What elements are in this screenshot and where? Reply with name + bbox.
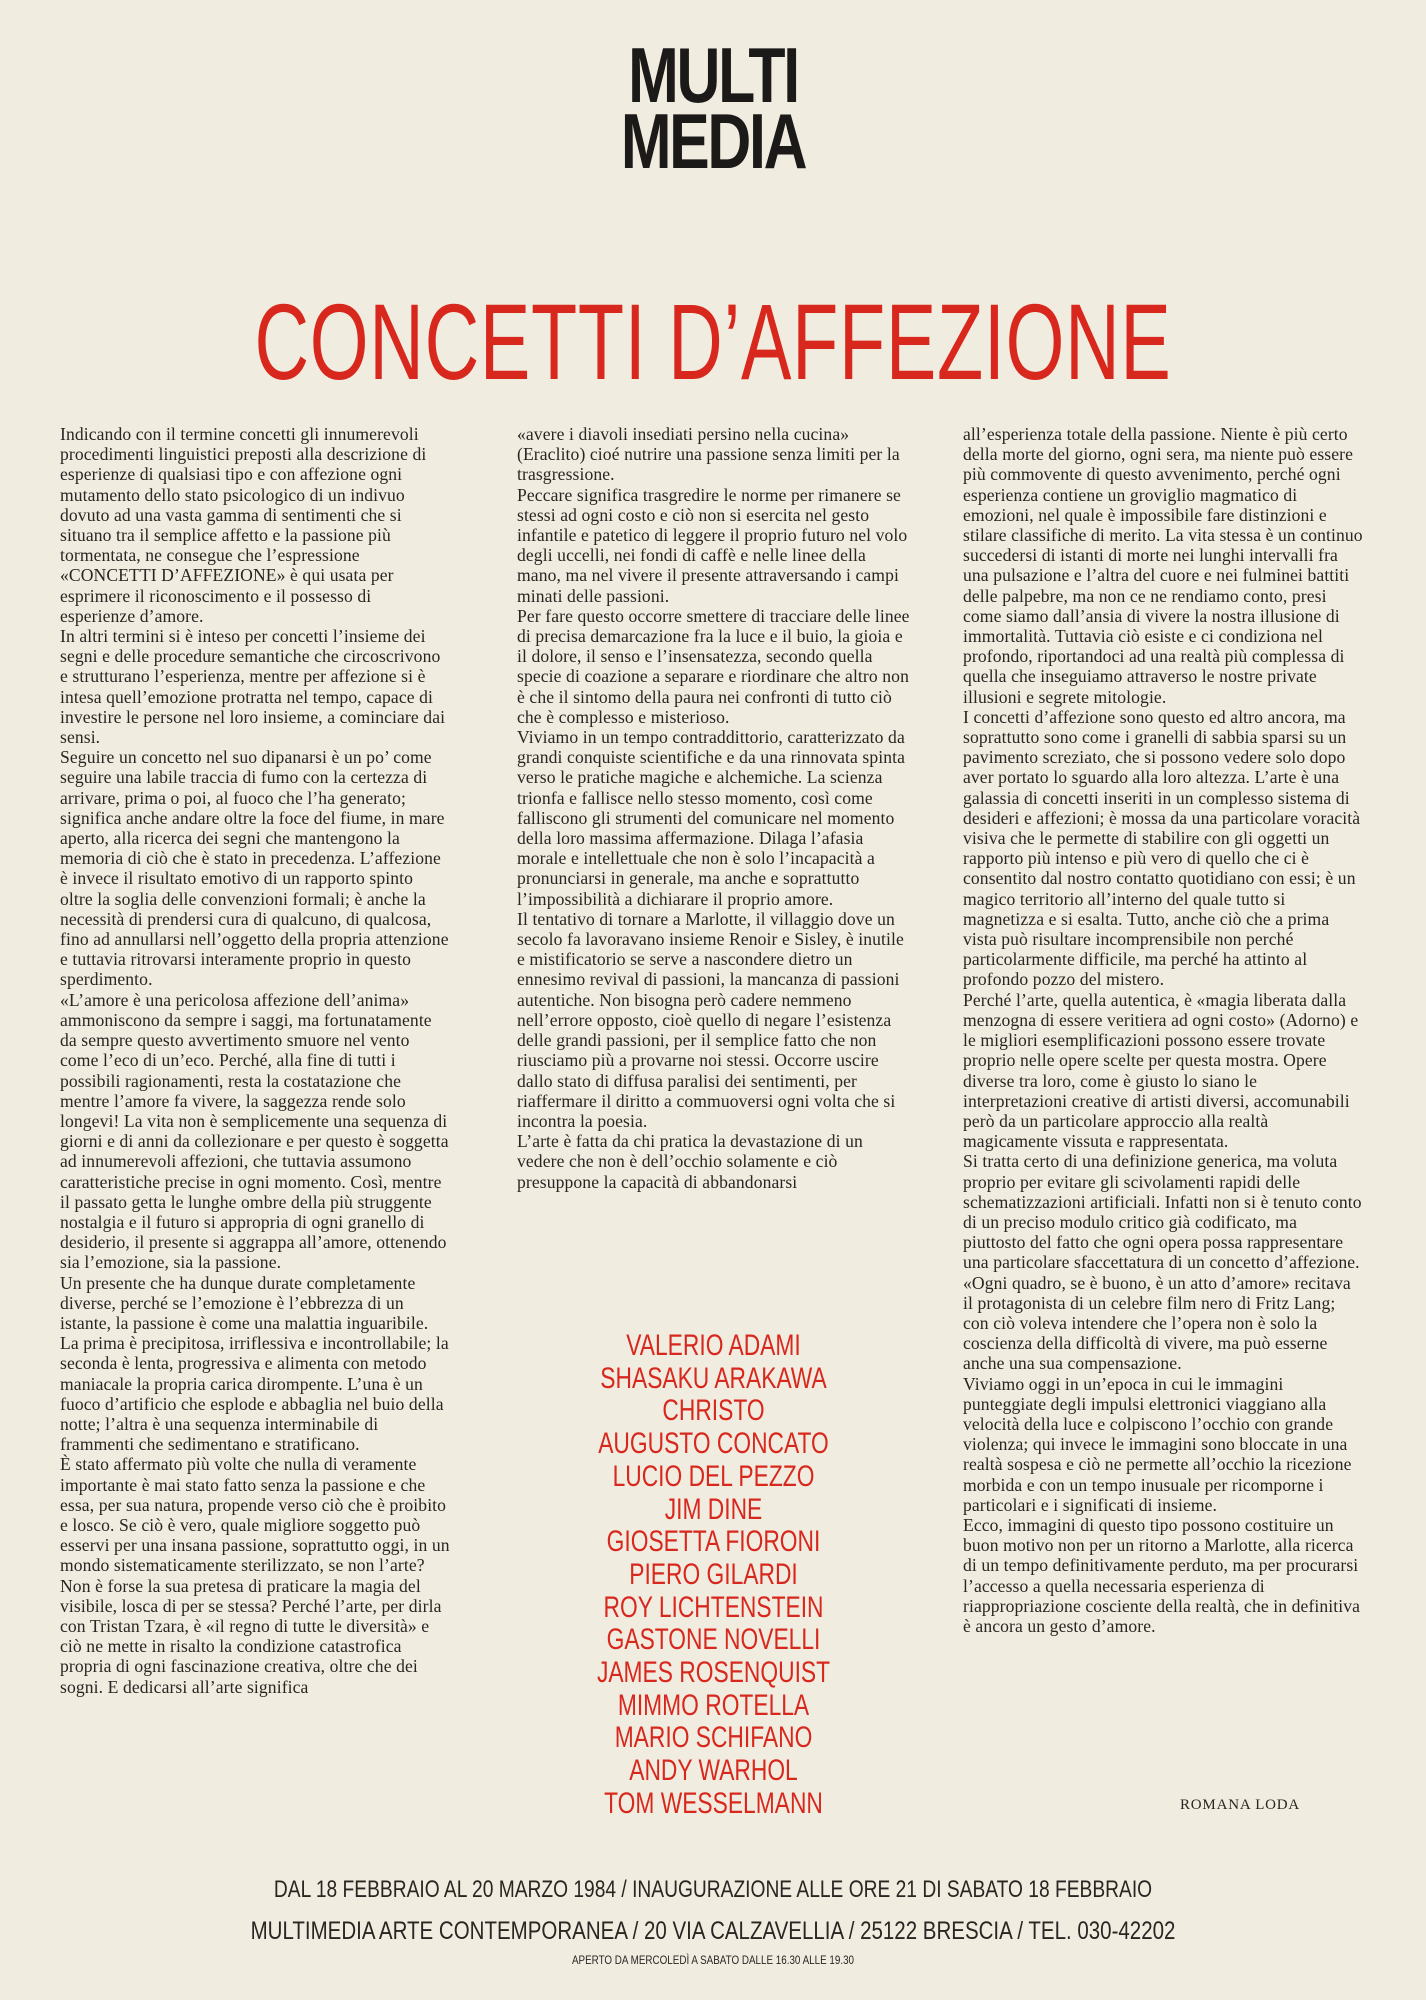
- artist-name: VALERIO ADAMI: [626, 1329, 801, 1362]
- artist-name: MARIO SCHIFANO: [614, 1721, 813, 1755]
- author-signature: ROMANA LODA: [1180, 1797, 1301, 1813]
- paragraph: I concetti d’affezione sono questo ed altro ancora, ma soprattutto sono come i granelli di sabbia sparsi su un pavimento screziato, che si possono vedere solo dopo aver portato lo sguardo alla loro altezza. L’arte è una galassia di concetti inseriti in un complesso sistema di desideri e affezioni; è mossa da una particolare voracità visiva che le permette di stabilire con gli oggetti un rapporto più intenso e più vero di quello che ci è consentito dal nostro contatto quotidiano con essi; è un magico territorio all’interno del quale tutto si magnetizza e si esalta. Tutto, anche ciò che a prima vista può risultare incomprensibile non perché particolarmente difficile, ma perché ha attinto al profondo pozzo del mistero.: [963, 706, 1361, 990]
- exhibition-dates: DAL 18 FEBBRAIO AL 20 MARZO 1984 / INAUGURAZIONE ALLE ORE 21 DI SABATO 18 FEBBRAIO: [273, 1876, 1153, 1903]
- artist-name: AUGUSTO CONCATO: [598, 1427, 829, 1461]
- artist-name: ROY LICHTENSTEIN: [603, 1590, 824, 1624]
- artist-name: TOM WESSELMANN: [604, 1786, 823, 1820]
- paragraph: In altri termini si è inteso per concetti l’insieme dei segni e delle procedure semantiche che circoscrivono e strutturano l’esperienza, mentre per affezione si è intesa quell’emozione protratta nel tempo, capace di investire le persone nel loro insieme, a cominciare dai sensi.: [60, 626, 446, 748]
- paragraph: all’esperienza totale della passione. Niente è più certo della morte del giorno, ogni sera, ma niente può essere più commovente di questo avvenimento, perché ogni esperienza contiene un groviglio magmatico di emozioni, nel quale è impossibile fare distinzioni e stilare classifiche di merito. La vita stessa è un continuo succedersi di istanti di morte nei lunghi intervalli fra una pulsazione e l’altra del cuore e nei fulminei battiti delle palpebre, ma non ce ne rendiamo conto, presi come siamo dall’ansia di vivere la nostra illusione di immortalità. Tuttavia ciò esiste e ci condiziona nel profondo, riportandoci ad una realtà più complessa di quella che inseguiamo attraverso le nostre private illusioni e segrete mitologie.: [963, 424, 1363, 707]
- paragraph: «L’amore è una pericolosa affezione dell’anima» ammoniscono da sempre i saggi, ma fortunatamente da sempre questo avvertimento smuore nel vento come l’eco di un’eco. Perché, alla fine di tutti i possibili ragionamenti, resta la costatazione che mentre l’amore fa vivere, la saggezza rende solo longevi! La vita non è semplicemente una sequenza di giorni e di anni da collezionare e per questo è soggetta ad innumerevoli affezioni, che tuttavia assumono caratteristiche precise in ogni momento. Così, mentre il passato getta le lunghe ombre della più struggente nostalgia e il futuro si appropria di ogni granello di desiderio, il presente si aggrappa all’amore, ottenendo sia l’emozione, sia la passione.: [60, 989, 449, 1273]
- page-title: CONCETTI D’AFFEZIONE: [254, 281, 1172, 402]
- paragraph: Per fare questo occorre smettere di tracciare delle linee di precisa demarcazione fra la luce e il buio, la gioia e il dolore, il senso e l’insensatezza, secondo quella specie di coazione a separare e riordinare che altro non è che il sintomo della paura nei confronti di tutto ciò che è complesso e misterioso.: [517, 605, 910, 727]
- artist-name: PIERO GILARDI: [629, 1557, 798, 1591]
- artist-name: JAMES ROSENQUIST: [596, 1656, 831, 1690]
- artist-name: GIOSETTA FIORONI: [606, 1525, 821, 1559]
- artist-name: ANDY WARHOL: [629, 1754, 798, 1788]
- paragraph: È stato affermato più volte che nulla di veramente importante è mai stato fatto senza la passione e che essa, per sua natura, propende verso ciò che è proibito e losco. Se ciò è vero, quale migliore soggetto può esservi per una insana passione, soprattutto oggi, in un mondo sistematicamente sterilizzato, se non l’arte? Non è forse la sua pretesa di praticare la magia del visibile, losca di per se stessa? Perché l’arte, per dirla con Tristan Tzara, è «il regno di tutte le diversità» e ciò ne mette in risalto la condizione catastrofica propria di ogni fascinazione creativa, oltre che dei sogni. E dedicarsi all’arte significa: [60, 1454, 450, 1697]
- paragraph: Il tentativo di tornare a Marlotte, il villaggio dove un secolo fa lavoravano insieme Renoir e Sisley, è inutile e mistificatorio se serve a nascondere dietro un ennesimo revival di passioni, la mancanza di passioni autentiche. Non bisogna però cadere nemmeno nell’errore opposto, cioè quello di negare l’esistenza delle grandi passioni, per il semplice fatto che non riusciamo più a provarne noi stessi. Occorre uscire dallo stato di diffusa paralisi dei sentimenti, per riaffermare il diritto a commuoversi ogni volta che si incontra la poesia.: [517, 908, 904, 1131]
- paragraph: Viviamo oggi in un’epoca in cui le immagini punteggiate degli impulsi elettronici viaggiano alla velocità della luce e colpiscono l’occhio con grande violenza; qui invece le immagini sono bloccate in una realtà sospesa e ciò ne permette all’occhio la ricezione morbida e con un tempo inusuale per ricomporne i particolari e i significati di insieme.: [963, 1373, 1352, 1515]
- artist-name: SHASAKU ARAKAWA: [600, 1361, 827, 1395]
- artist-name: LUCIO DEL PEZZO: [612, 1459, 815, 1493]
- artist-name: CHRISTO: [662, 1394, 765, 1428]
- text-column-2: [517, 424, 910, 1192]
- artist-name: JIM DINE: [664, 1492, 763, 1526]
- artist-name: GASTONE NOVELLI: [606, 1623, 821, 1657]
- logo: [157, 31, 1269, 185]
- logo-line-2: MEDIA: [620, 97, 806, 185]
- paragraph: Peccare significa trasgredire le norme per rimanere se stessi ad ogni costo e ciò non si esercita nel gesto infantile e patetico di leggere il proprio futuro nel volo degli uccelli, nei fondi di caffè e nelle linee della mano, ma nel vivere il presente attraversando i campi minati delle passioni.: [517, 484, 908, 606]
- paragraph: L’arte è fatta da chi pratica la devastazione di un vedere che non è dell’occhio solamente e ciò presuppone la capacità di abbandonarsi: [517, 1131, 863, 1192]
- paragraph: Seguire un concetto nel suo dipanarsi è un po’ come seguire una labile traccia di fumo con la certezza di arrivare, prima o poi, al fuoco che l’ha generato; significa anche andare oltre la foce del fiume, in mare aperto, alla ricerca dei segni che mantengono la memoria di ciò che è stato in precedenza. L’affezione è invece il risultato emotivo di un rapporto spinto oltre la soglia delle convenzioni formali; è anche la necessità di prendersi cura di qualcuno, di qualcosa, fino ad annullarsi nell’oggetto della propria attenzione e tuttavia ritrovarsi interamente proprio in questo sperdimento.: [60, 747, 449, 990]
- paragraph: «Ogni quadro, se è buono, è un atto d’amore» recitava il protagonista di un celebre film nero di Fritz Lang; con ciò voleva intendere che l’opera non è solo la coscienza della difficoltà di vivere, ma può esserne anche una sua compensazione.: [963, 1272, 1351, 1374]
- gallery-address: MULTIMEDIA ARTE CONTEMPORANEA / 20 VIA CALZAVELLIA / 25122 BRESCIA / TEL. 030-42202: [250, 1917, 1176, 1945]
- paragraph: Perché l’arte, quella autentica, è «magia liberata dalla menzogna di essere veritiera ad ogni costo» (Adorno) e le migliori esemplificazioni possono essere trovate proprio nelle opere scelte per questa mostra. Opere diverse tra loro, come è giusto lo siano le interpretazioni creative di artisti diversi, accomunabili però da un particolare approccio alla realtà magicamente vissuta e rappresentata.: [963, 989, 1359, 1152]
- artist-name: MIMMO ROTELLA: [617, 1688, 810, 1722]
- text-column-1: [60, 424, 450, 1697]
- logo-line-1: MULTI: [628, 31, 798, 119]
- paragraph: Un presente che ha dunque durate completamente diverse, perché se l’emozione è l’ebbrezza di un istante, la passione è come una malattia inguaribile. La prima è precipitosa, irriflessiva e incontrollabile; la seconda è lenta, progressiva e alimenta con metodo maniacale la propria carica dirompente. L’una è un fuoco d’artificio che esplode e abbaglia nel buio della notte; l’altra è una sequenza interminabile di frammenti che sedimentano e stratificano.: [60, 1272, 449, 1455]
- text-column-3: [963, 424, 1363, 1636]
- paragraph: Ecco, immagini di questo tipo possono costituire un buon motivo non per un ritorno a Marlotte, alla ricerca di un tempo definitivamente perduto, ma per procurarsi l’accesso a quella necessaria esperienza di riappropriazione cosciente della realtà, che in definitiva è ancora un gesto d’amore.: [963, 1514, 1361, 1636]
- opening-hours: APERTO DA MERCOLEDÌ A SABATO DALLE 16.30 ALLE 19.30: [571, 1953, 855, 1967]
- paragraph: Indicando con il termine concetti gli innumerevoli procedimenti linguistici preposti alla descrizione di esperienze di qualsiasi tipo e con affezione ogni mutamento dello stato psicologico di un indivuo dovuto ad una vasta gamma di sentimenti che si situano tra il semplice affetto e la passione più tormentata, ne consegue che l’espressione «CONCETTI D’AFFEZIONE» è qui usata per esprimere il riconoscimento e il possesso di esperienze d’amore.: [60, 424, 427, 626]
- paragraph: Si tratta certo di una definizione generica, ma voluta proprio per evitare gli scivolamenti rapidi delle schematizzazioni artificiali. Infatti non si è tenuto conto di un preciso modulo critico già codificato, ma piuttosto del fatto che ogni opera possa rappresentare una particolare sfaccettatura di un concetto d’affezione.: [963, 1151, 1362, 1273]
- artist-list: [517, 1330, 910, 1821]
- paragraph: «avere i diavoli insediati persino nella cucina» (Eraclito) cioé nutrire una passione senza limiti per la trasgressione.: [517, 424, 900, 485]
- paragraph: Viviamo in un tempo contraddittorio, caratterizzato da grandi conquiste scientifiche e da una rinnovata spinta verso le pratiche magiche e alchemiche. La scienza trionfa e fallisce nello stesso momento, così come falliscono gli strumenti del comunicare nel momento della loro massima affermazione. Dilaga l’afasia morale e intellettuale che non è solo l’incapacità a pronunciarsi in generale, ma anche e soprattutto l’impossibilità a dichiarare il proprio amore.: [517, 727, 906, 909]
